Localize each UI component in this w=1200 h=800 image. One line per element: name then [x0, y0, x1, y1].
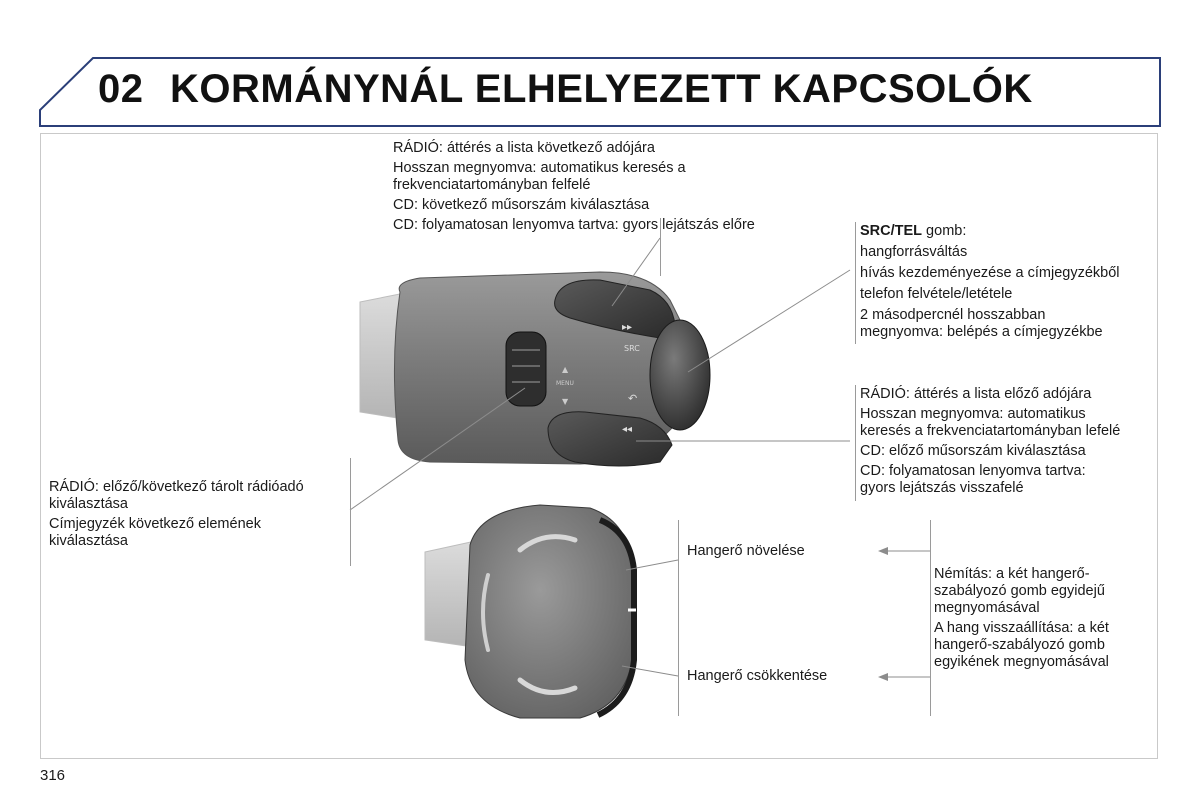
src-tel-label: SRC/TEL — [860, 223, 923, 239]
src-tel-button[interactable] — [650, 320, 710, 430]
text-line: Hosszan megnyomva: automatikus — [860, 406, 1086, 422]
text-line: CD: előző műsorszám kiválasztása — [860, 443, 1086, 459]
text-line: Hosszan megnyomva: automatikus keresés a — [393, 160, 686, 176]
arrow-down-icon — [878, 673, 888, 681]
menu-arrows-down-icon: ▼ — [562, 397, 569, 406]
upper-switch — [360, 272, 710, 466]
volume-rule — [678, 520, 679, 716]
text-line: CD: folyamatosan lenyomva tartva: — [860, 463, 1086, 479]
menu-arrows-icon: ▲ — [562, 365, 569, 374]
lower-switch — [425, 505, 636, 718]
text-line: hangforrásváltás — [860, 244, 968, 260]
text-line: keresés a frekvenciatartományban lefelé — [860, 423, 1121, 439]
text-line: telefon felvétele/letétele — [860, 286, 1013, 302]
mute-block-rule — [930, 520, 931, 716]
text-line: 2 másodpercnél hosszabban — [860, 307, 1046, 323]
text-line: frekvenciatartományban felfelé — [393, 177, 591, 193]
text-line: hívás kezdeményezése a címjegyzékből — [860, 265, 1120, 281]
text-line: Címjegyzék következő elemének — [49, 516, 261, 532]
text-line: kiválasztása — [49, 496, 128, 512]
menu-scroll-wheel[interactable] — [506, 332, 546, 406]
text-line: egyikének megnyomásával — [934, 654, 1109, 670]
next-description — [393, 140, 755, 237]
menu-wheel-description — [49, 479, 304, 553]
text-line: CD: következő műsorszám kiválasztása — [393, 197, 650, 213]
text-line: szabályozó gomb egyidejű — [934, 583, 1105, 599]
src-block-rule — [855, 222, 856, 344]
text-line: A hang visszaállítása: a két — [934, 620, 1109, 636]
text-line: RÁDIÓ: áttérés a lista előző adójára — [860, 386, 1092, 402]
text-line: CD: folyamatosan lenyomva tartva: gyors lejátszás előre — [393, 217, 755, 233]
arrow-up-icon — [878, 547, 888, 555]
chapter-number: 02 — [98, 67, 144, 111]
src-tel-description — [860, 223, 1120, 345]
volume-down-label: Hangerő csökkentése — [687, 668, 828, 684]
text-line: Némítás: a két hangerő- — [934, 566, 1090, 582]
left-block-rule — [350, 458, 351, 566]
volume-up-label: Hangerő növelése — [687, 543, 805, 559]
src-glyph-label: SRC — [624, 344, 640, 353]
menu-glyph-label: MENU — [556, 380, 574, 387]
phone-icon: ↶ — [628, 392, 638, 405]
src-tel-suffix: gomb: — [922, 223, 967, 239]
prev-description — [860, 386, 1120, 500]
text-line: gyors lejátszás visszafelé — [860, 480, 1024, 496]
page-number: 316 — [40, 767, 66, 784]
text-line: megnyomásával — [934, 600, 1040, 616]
text-line: hangerő-szabályozó gomb — [934, 637, 1105, 653]
text-line: RÁDIÓ: előző/következő tárolt rádióadó — [49, 479, 304, 495]
rewind-icon: ◂◂ — [622, 424, 633, 435]
text-line: RÁDIÓ: áttérés a lista következő adójára — [393, 140, 655, 156]
text-line: megnyomva: belépés a címjegyzékbe — [860, 324, 1103, 340]
prev-block-rule — [855, 385, 856, 501]
page-title: KORMÁNYNÁL ELHELYEZETT KAPCSOLÓK — [170, 67, 1033, 111]
text-line: kiválasztása — [49, 533, 128, 549]
mute-description — [934, 566, 1109, 674]
forward-icon: ▸▸ — [622, 322, 633, 333]
